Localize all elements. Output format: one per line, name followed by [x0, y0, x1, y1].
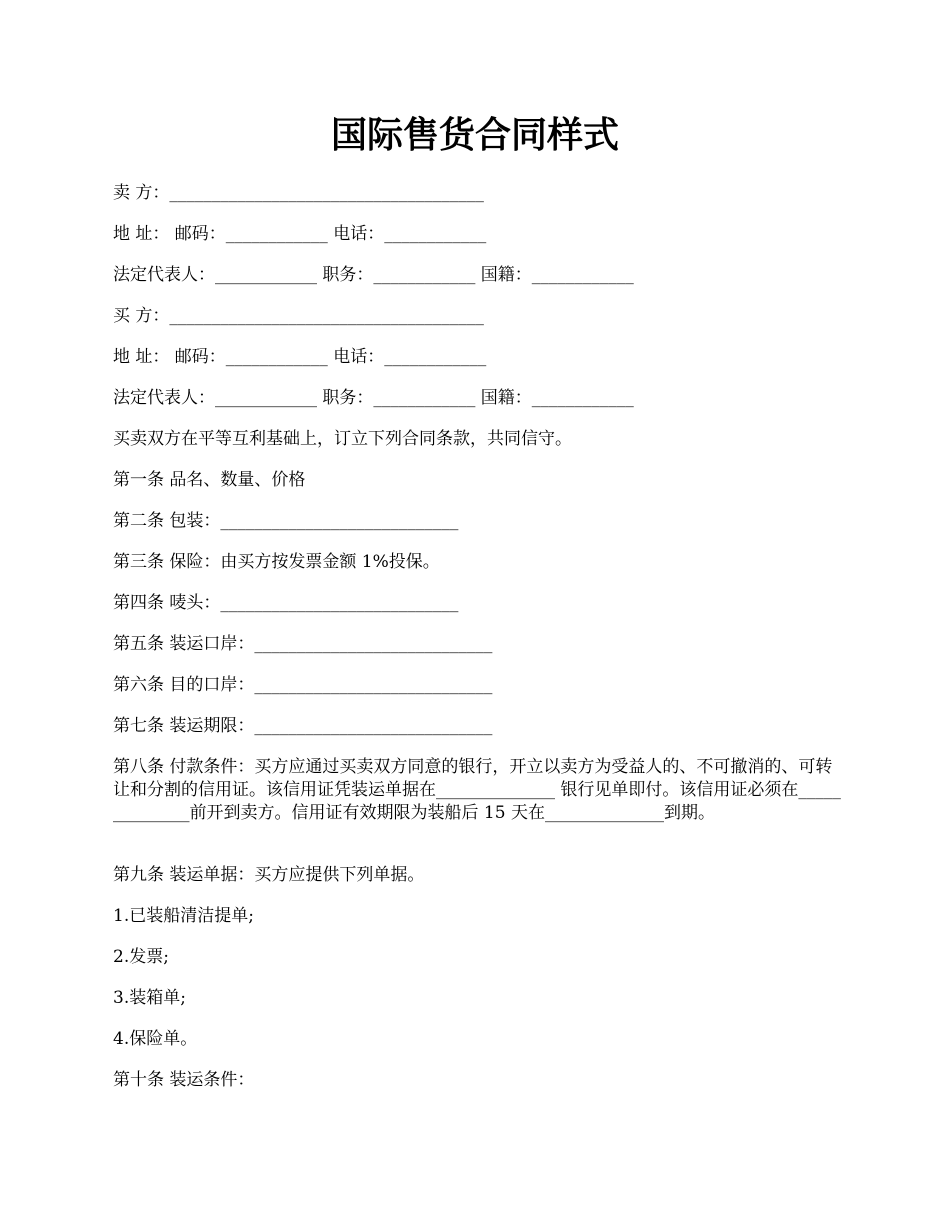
document-item-3: 3.装箱单; — [113, 988, 186, 1008]
article-10: 第十条 装运条件： — [113, 1070, 255, 1090]
article-2: 第二条 包装：____________________________ — [113, 511, 459, 531]
document-item-1: 1.已装船清洁提单; — [113, 906, 254, 926]
article-6: 第六条 目的口岸：____________________________ — [113, 675, 493, 695]
document-item-4: 4.保险单。 — [113, 1029, 198, 1049]
article-8: 第八条 付款条件：买方应通过买卖双方同意的银行，开立以卖方为受益人的、不可撤消的、可转让和分割的信用证。该信用证凭装运单据在______________ 银行见单即付。该信用证必须在______________前开到卖方。信用证有效期限为装船后 15 天在______________到期。 — [113, 757, 841, 823]
document-title: 国际售货合同样式 — [330, 115, 619, 156]
seller-address-line: 地 址： 邮码：____________ 电话：____________ — [113, 224, 487, 244]
article-4: 第四条 唛头：____________________________ — [113, 593, 459, 613]
seller-representative-line: 法定代表人：____________ 职务：____________ 国籍：____________ — [113, 265, 634, 285]
buyer-representative-line: 法定代表人：____________ 职务：____________ 国籍：____________ — [113, 388, 634, 408]
article-5: 第五条 装运口岸：____________________________ — [113, 634, 493, 654]
buyer-line: 买 方：_____________________________________ — [113, 306, 484, 326]
preamble: 买卖双方在平等互利基础上，订立下列合同条款，共同信守。 — [113, 429, 572, 449]
article-9: 第九条 装运单据：买方应提供下列单据。 — [113, 865, 425, 885]
article-1: 第一条 品名、数量、价格 — [113, 470, 306, 490]
article-3: 第三条 保险：由买方按发票金额 1%投保。 — [113, 552, 440, 572]
document-item-2: 2.发票; — [113, 947, 169, 967]
seller-line: 卖 方：_____________________________________ — [113, 183, 484, 203]
article-7: 第七条 装运期限：____________________________ — [113, 716, 493, 736]
buyer-address-line: 地 址： 邮码：____________ 电话：____________ — [113, 347, 487, 367]
